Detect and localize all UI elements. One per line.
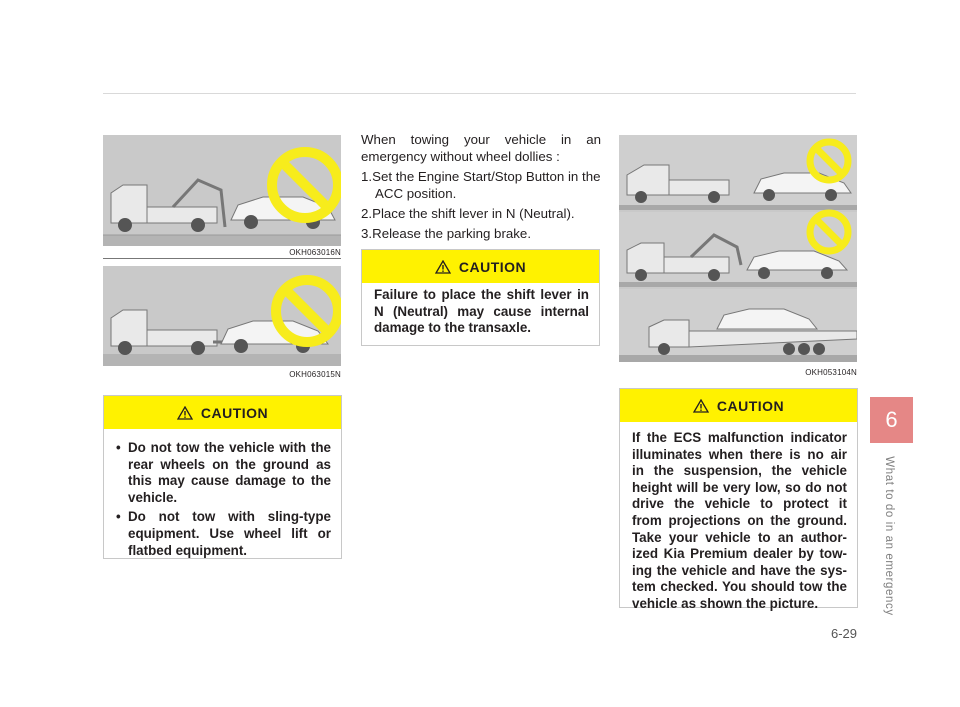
warning-triangle-icon xyxy=(693,399,709,413)
caution-header xyxy=(104,396,341,429)
caution-title: CAUTION xyxy=(458,258,527,275)
prohibited-icon xyxy=(103,266,341,366)
chapter-title-vertical xyxy=(882,448,896,623)
caution-title: CAUTION xyxy=(716,397,785,414)
caution-box-ecs xyxy=(619,388,858,611)
figure-caption: OKH063016N xyxy=(289,248,341,257)
caution-box-towing xyxy=(103,395,342,559)
figure-caption: OKH053104N xyxy=(805,368,857,377)
chapter-title: What to do in an emergency xyxy=(883,455,895,616)
towing-instructions xyxy=(361,131,601,245)
figure-wheel-lift-tow xyxy=(103,266,341,366)
instructions-lead: When towing your vehicle in an emergency without wheel dollies : xyxy=(361,132,601,164)
caution-box-shift-lever xyxy=(361,249,600,346)
chapter-number: 6 xyxy=(885,407,898,432)
warning-triangle-icon xyxy=(177,406,193,420)
caption-rule xyxy=(103,258,341,259)
page-number: 6-29 xyxy=(830,626,857,641)
prohibited-icon xyxy=(103,135,341,246)
figure-sling-tow xyxy=(103,135,341,246)
warning-triangle-icon xyxy=(435,260,451,274)
caution-bullet-item: • Do not tow with sling-type equipment. Use wheel lift or flatbed equipment. xyxy=(116,509,331,558)
caution-header xyxy=(620,389,857,422)
instruction-step: 2.Place the shift lever in N (Neutral). xyxy=(361,206,575,221)
caution-text: Failure to place the shift lever in N (Neutral) may cause internal damage to the transaxle. xyxy=(374,287,589,336)
caution-text: If the ECS malfunction indicator illuminates when there is no air in the suspension, the vehicle height will be very low, so do not drive the vehicle to protect it from projections on the ground. Take your vehicle to an author- ized Kia Premium dealer by tow- ing the vehicle and have the sys- tem checked. You should tow the vehicle as shown the picture. xyxy=(632,430,847,611)
figure-towing-scenarios xyxy=(619,135,857,362)
caution-bullet-item: • Do not tow the vehicle with the rear wheels on the ground as this may cause damage to the vehicle. xyxy=(116,440,331,505)
header-rule xyxy=(103,93,856,94)
figure-caption: OKH063015N xyxy=(289,370,341,379)
caution-header xyxy=(362,250,599,283)
caution-title: CAUTION xyxy=(200,404,269,421)
prohibited-icon xyxy=(619,135,857,362)
instruction-step: 3.Release the parking brake. xyxy=(361,226,532,241)
instruction-step: 1.Set the Engine Start/Stop Button in the ACC position. xyxy=(361,169,601,201)
chapter-tab xyxy=(870,397,913,443)
